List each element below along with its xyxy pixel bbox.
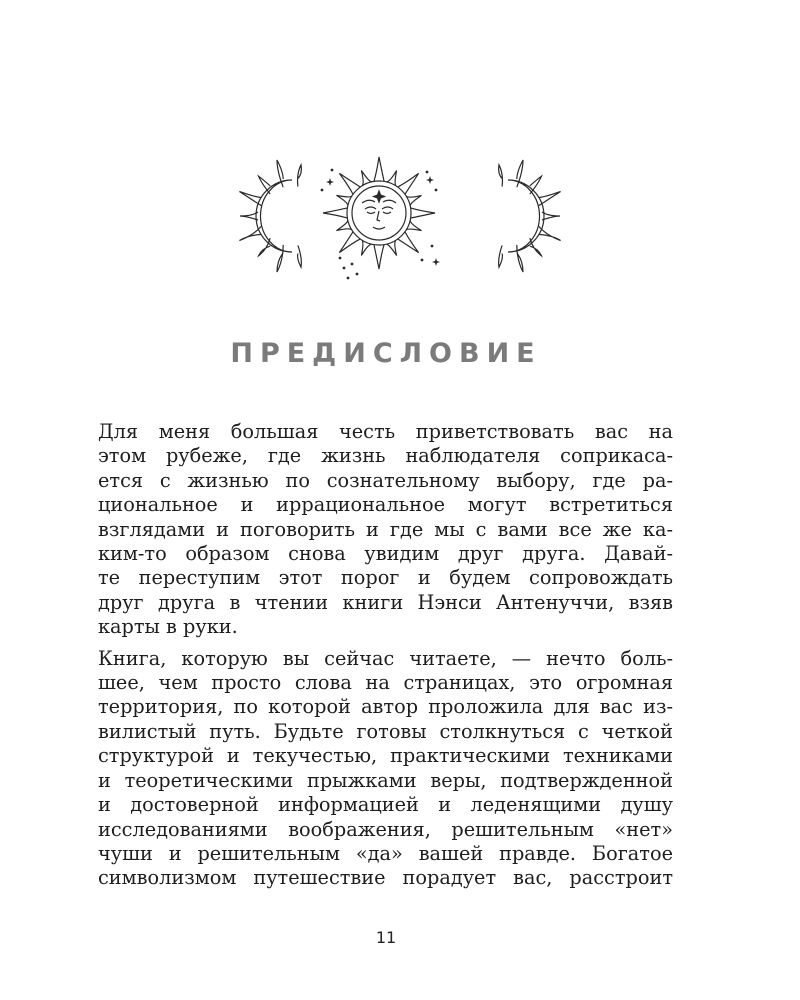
text-line: карты в руки. [98,615,238,639]
text-line: ким-то образом снова увидим друг друга. Давай- [98,542,673,566]
chapter-title: ПРЕДИСЛОВИЕ [230,338,542,369]
text-line: взглядами и поговорить и где мы с вами все же ка- [98,517,673,541]
celestial-ornament [222,150,578,290]
text-line: вилистый путь. Будьте готовы столкнуться с четкой [98,719,673,743]
sun-face-icon [323,157,435,269]
text-line: чуши и решительным «да» вашей правде. Богатое [98,841,673,865]
text-line: и достоверной информацией и леденящими душу [98,793,673,817]
text-line: территория, по которой автор проложила для вас из- [98,695,673,719]
text-line: и теоретическими прыжками веры, подтвержденной [98,768,673,792]
text-line: символизмом путешествие порадует вас, расстроит [98,866,673,890]
text-line: ется с жизнью по сознательному выбору, где ра- [98,468,673,492]
paragraph-2 [98,647,673,891]
page-number: 11 [375,928,397,947]
text-line: те переступим этот порог и будем сопровождать [98,566,673,590]
text-line: шее, чем просто слова на страницах, это огромная [98,671,673,695]
text-line: Книга, которую вы сейчас читаете, — нечто боль- [98,646,673,670]
text-line: циональное и иррациональное могут встретиться [98,493,673,517]
paragraph-1 [98,420,673,640]
crescent-moon-left-icon [239,160,301,272]
crescent-moon-right-icon [499,160,561,272]
text-line: исследованиями воображения, решительным «нет» [98,817,673,841]
body-text [98,420,673,891]
text-line: Для меня большая честь приветствовать вас на [98,420,673,443]
text-line: структурой и текучестью, практическими техниками [98,744,673,768]
text-line: этом рубеже, где жизнь наблюдателя соприкаса- [98,444,673,468]
text-line: друг друга в чтении книги Нэнси Антенуччи, взяв [98,590,673,614]
